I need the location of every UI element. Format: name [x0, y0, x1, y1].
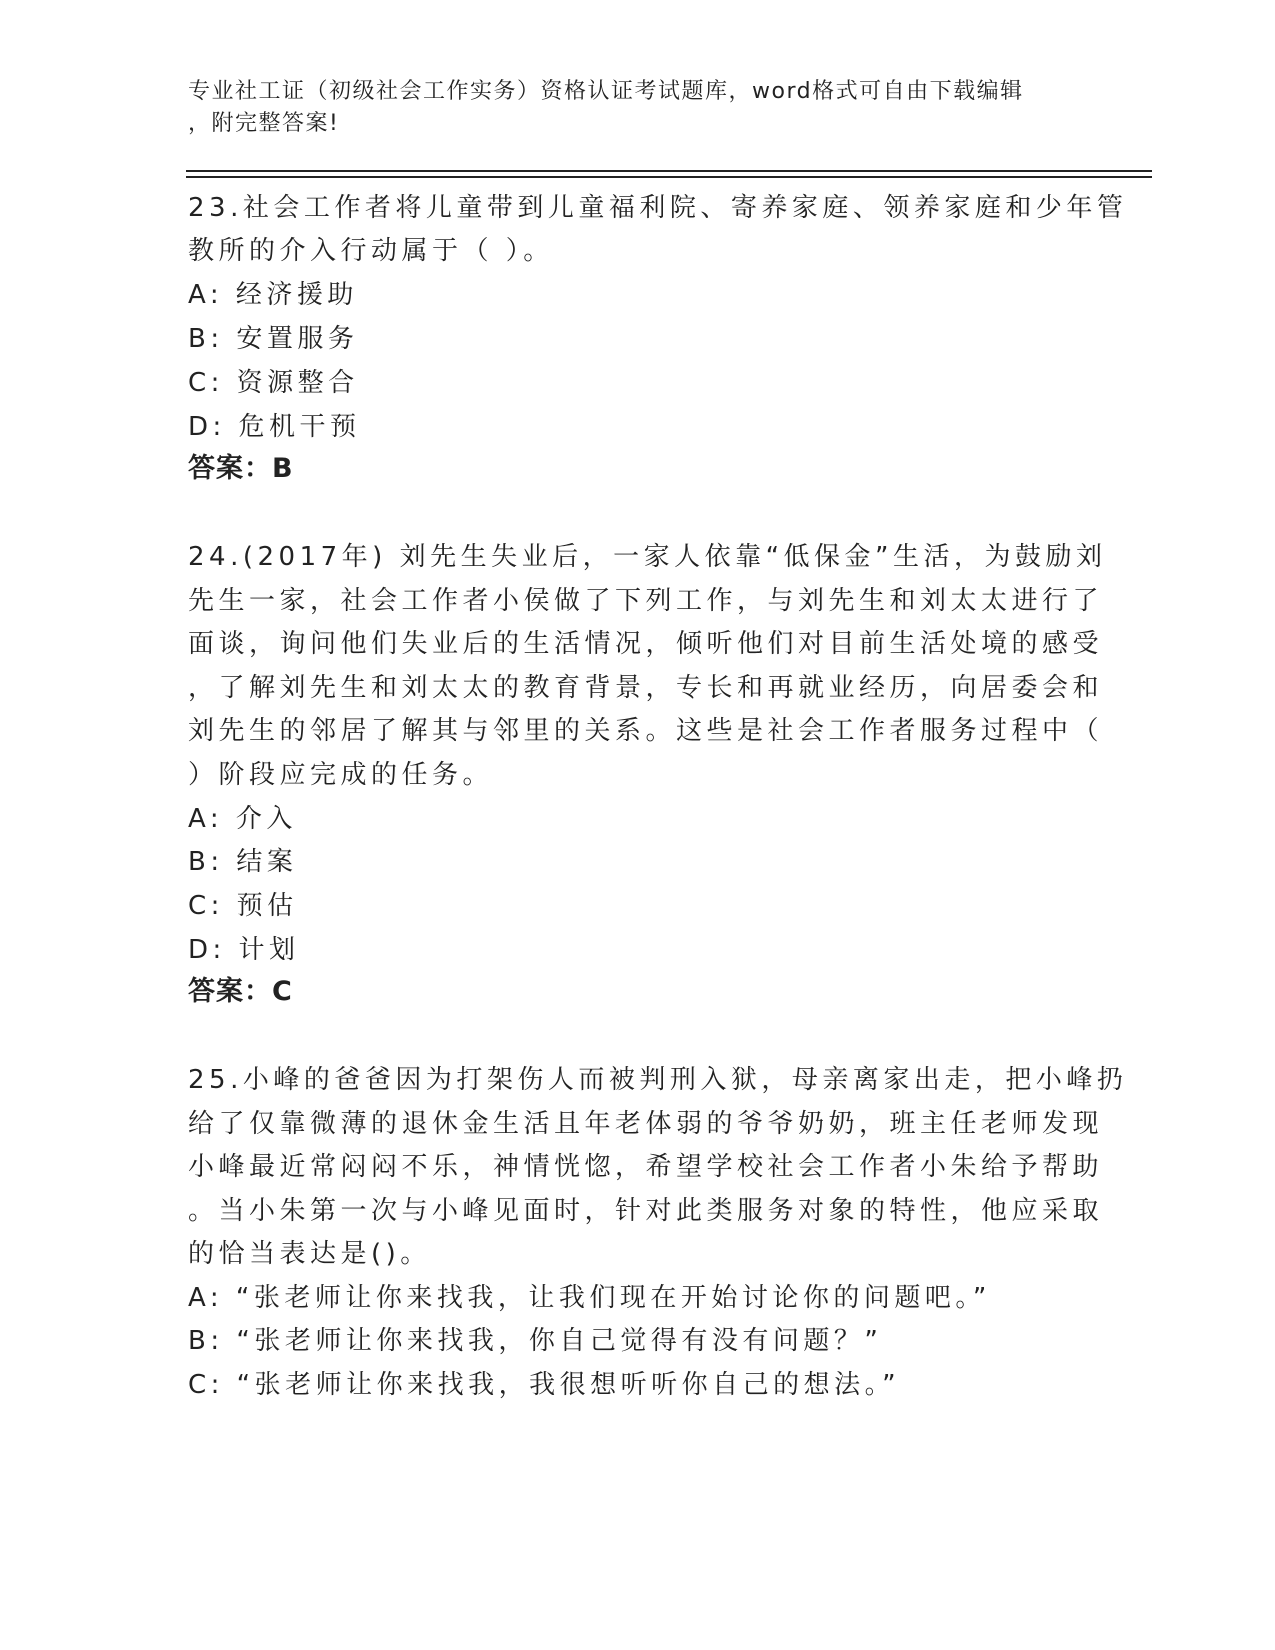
question-24-stem-line: 先生一家，社会工作者小侯做了下列工作，与刘先生和刘太太进行了: [188, 586, 1104, 616]
question-23-stem-line: 教所的介入行动属于（ ）。: [188, 236, 554, 266]
question-23-option-a: A: 经济援助: [188, 280, 358, 310]
question-23-option-d: D: 危机干预: [188, 412, 361, 442]
header-rule-bottom: [186, 176, 1152, 178]
question-24-stem-line: 面谈，询问他们失业后的生活情况，倾听他们对目前生活处境的感受: [188, 629, 1104, 659]
question-24-answer: 答案：C: [188, 976, 293, 1007]
question-24-option-c: C: 预估: [188, 891, 298, 921]
document-header-line-1: 专业社工证（初级社会工作实务）资格认证考试题库，word格式可自由下载编辑: [188, 79, 1024, 104]
question-25-option-c: C: “张老师让你来找我，我很想听听你自己的想法。”: [188, 1370, 901, 1400]
question-24-stem-line: ，了解刘先生和刘太太的教育背景，专长和再就业经历，向居委会和: [188, 673, 1104, 703]
question-24-option-b: B: 结案: [188, 847, 298, 877]
question-23-stem-line: 23.社会工作者将儿童带到儿童福利院、寄养家庭、领养家庭和少年管: [188, 193, 1128, 223]
question-23-option-c: C: 资源整合: [188, 368, 359, 398]
question-25-stem-line: 。当小朱第一次与小峰见面时，针对此类服务对象的特性，他应采取: [188, 1196, 1104, 1226]
question-25-stem-line: 小峰最近常闷闷不乐，神情恍惚，希望学校社会工作者小朱给予帮助: [188, 1152, 1104, 1182]
question-24-option-d: D: 计划: [188, 935, 300, 965]
question-25-option-a: A: “张老师让你来找我，让我们现在开始讨论你的问题吧。”: [188, 1283, 991, 1313]
question-23-answer: 答案：B: [188, 453, 294, 484]
question-23-option-b: B: 安置服务: [188, 324, 359, 354]
question-25-stem-line: 25.小峰的爸爸因为打架伤人而被判刑入狱，母亲离家出走，把小峰扔: [188, 1065, 1128, 1095]
question-24-stem-line: ）阶段应完成的任务。: [188, 760, 494, 790]
question-24-option-a: A: 介入: [188, 804, 297, 834]
question-25-option-b: B: “张老师让你来找我，你自己觉得有没有问题？”: [188, 1326, 883, 1356]
document-header-line-2: ，附完整答案!: [188, 111, 340, 136]
question-25-stem-line: 给了仅靠微薄的退休金生活且年老体弱的爷爷奶奶，班主任老师发现: [188, 1109, 1104, 1139]
question-25-stem-line: 的恰当表达是()。: [188, 1239, 431, 1269]
header-rule-top: [186, 170, 1152, 172]
question-24-stem-line: 刘先生的邻居了解其与邻里的关系。这些是社会工作者服务过程中（: [188, 716, 1104, 746]
question-24-stem-line: 24.(2017年) 刘先生失业后，一家人依靠“低保金”生活，为鼓励刘: [188, 542, 1107, 572]
